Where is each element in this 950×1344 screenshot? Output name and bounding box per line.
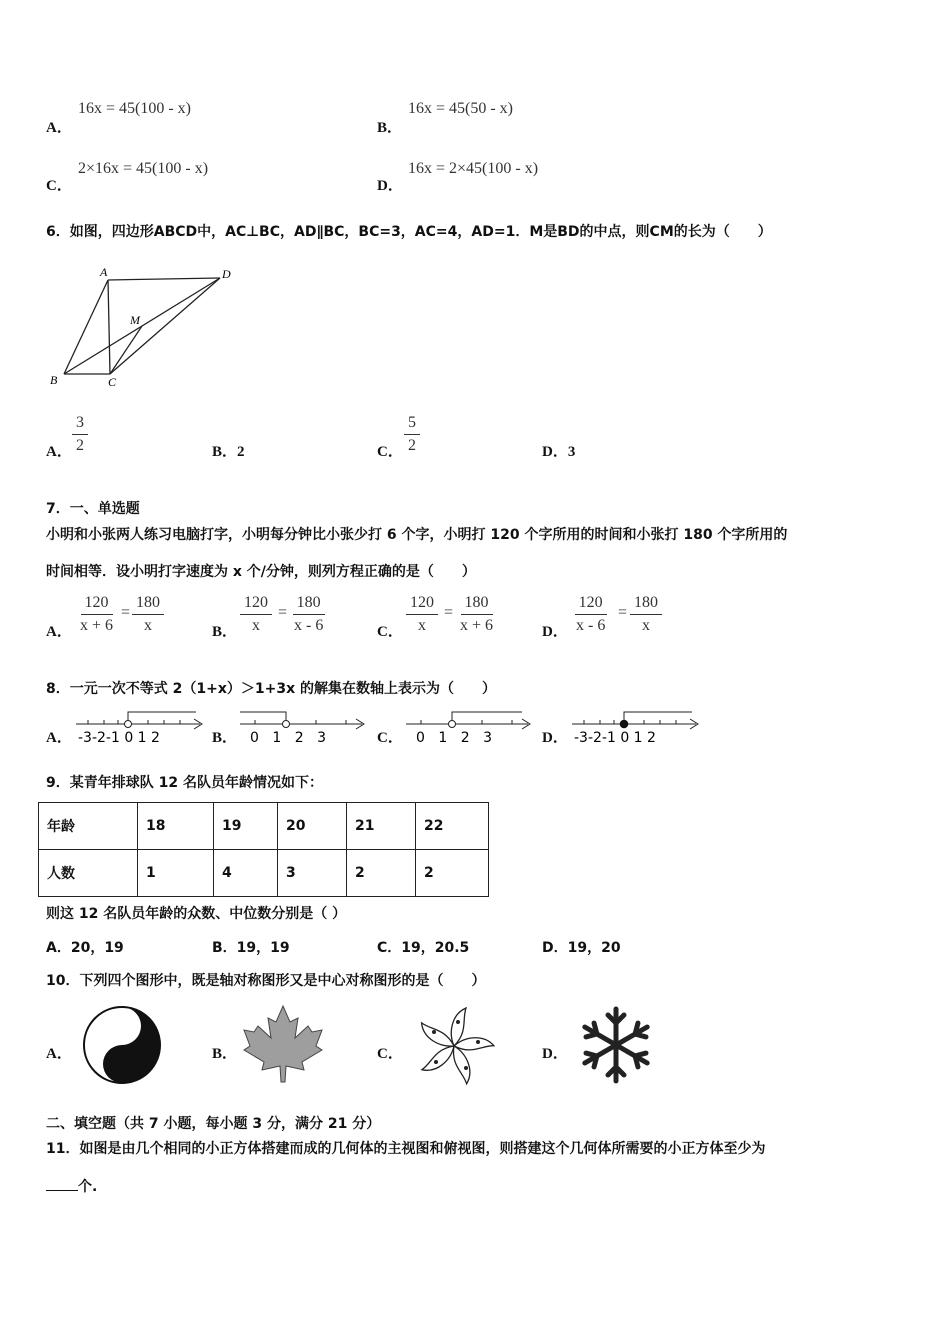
q5-option-b-equation: 16x = 45(50 - x) bbox=[408, 100, 514, 117]
q7-option-label: B． bbox=[212, 624, 238, 640]
q8-option-a-number-line bbox=[72, 708, 208, 748]
q8-option-a-label: A． bbox=[46, 730, 72, 746]
denominator: x bbox=[252, 617, 260, 634]
q10-question-text: 10．下列四个图形中，既是轴对称图形又是中心对称图形的是（ ） bbox=[46, 973, 486, 989]
numerator: 120 bbox=[406, 594, 438, 615]
q7-left-fraction bbox=[572, 594, 609, 635]
q11-answer-line bbox=[46, 1176, 97, 1196]
q11-text-line1: 11．如图是由几个相同的小正方体搭建而成的几何体的主视图和俯视图，则搭建这个几何体所需要的小正方体至少为 bbox=[46, 1141, 766, 1157]
q9-sub-question: 则这 12 名队员年龄的众数、中位数分别是（ ） bbox=[46, 906, 347, 922]
q6-option-c-fraction bbox=[404, 414, 420, 455]
section-2-title: 二、填空题（共 7 小题，每小题 3 分，满分 21 分） bbox=[46, 1116, 381, 1132]
table-cell: 3 bbox=[278, 850, 347, 897]
q6-option-c-label: C． bbox=[377, 444, 403, 460]
q10-option-b-label: B． bbox=[212, 1046, 238, 1062]
q8-option-c-number-line bbox=[404, 708, 534, 748]
q6-option-a-label: A． bbox=[46, 444, 72, 460]
yin-yang-icon bbox=[78, 1002, 168, 1088]
q7-text-line2: 时间相等．设小明打字速度为 x 个/分钟，则列方程正确的是（ ） bbox=[46, 564, 476, 580]
table-row-age bbox=[39, 803, 489, 850]
denominator: x - 6 bbox=[294, 617, 324, 634]
q7-text-line1: 小明和小张两人练习电脑打字，小明每分钟比小张少打 6 个字，小明打 120 个字所用的时间和小张打 180 个字所用的 bbox=[46, 527, 788, 543]
denominator: x bbox=[642, 617, 650, 634]
table-cell: 18 bbox=[138, 803, 214, 850]
equals-sign: = bbox=[121, 604, 131, 621]
q6-question-text: 6．如图，四边形ABCD中，AC⊥BC，AD∥BC，BC=3，AC=4，AD=1．M是BD的中点，则CM的长为（ ） bbox=[46, 224, 772, 240]
age-table bbox=[38, 802, 489, 897]
q9-option-a: A．20，19 bbox=[46, 940, 124, 956]
q10-option-d-label: D． bbox=[542, 1046, 568, 1062]
denominator: x + 6 bbox=[460, 617, 494, 634]
q9-option-b: B．19，19 bbox=[212, 940, 290, 956]
snowflake-icon bbox=[572, 1002, 660, 1088]
q6-a-numerator: 3 bbox=[72, 414, 88, 435]
table-cell: 2 bbox=[416, 850, 489, 897]
midpoint-m-label: M bbox=[130, 313, 140, 327]
q7-option-label: A． bbox=[46, 624, 72, 640]
q10-option-c-label: C． bbox=[377, 1046, 403, 1062]
q9-option-d: D．19，20 bbox=[542, 940, 621, 956]
vertex-b-label: B bbox=[50, 373, 58, 387]
answer-blank[interactable] bbox=[46, 1190, 78, 1191]
q5-option-d-equation: 16x = 2×45(100 - x) bbox=[408, 160, 539, 177]
equals-sign: = bbox=[618, 604, 628, 621]
table-cell: 21 bbox=[347, 803, 416, 850]
bauhinia-flower-icon bbox=[408, 1002, 500, 1088]
table-cell: 人数 bbox=[39, 850, 138, 897]
table-cell: 2 bbox=[347, 850, 416, 897]
q7-right-fraction bbox=[456, 594, 497, 635]
tick-labels: 0 1 2 3 bbox=[416, 730, 492, 746]
vertex-c-label: C bbox=[108, 375, 117, 389]
denominator: x bbox=[144, 617, 152, 634]
table-cell: 1 bbox=[138, 850, 214, 897]
q5-option-d-label: D． bbox=[377, 178, 403, 194]
q5-option-a-label: A． bbox=[46, 120, 72, 136]
q10-option-a-label: A． bbox=[46, 1046, 72, 1062]
table-cell: 20 bbox=[278, 803, 347, 850]
q9-option-c: C．19，20.5 bbox=[377, 940, 470, 956]
maple-leaf-icon bbox=[240, 1002, 326, 1088]
q6-c-denominator: 2 bbox=[408, 437, 416, 454]
table-row-count bbox=[39, 850, 489, 897]
q7-option-label: C． bbox=[377, 624, 403, 640]
numerator: 120 bbox=[240, 594, 272, 615]
numerator: 180 bbox=[132, 594, 164, 615]
q6-c-numerator: 5 bbox=[404, 414, 420, 435]
table-cell: 22 bbox=[416, 803, 489, 850]
table-cell: 年龄 bbox=[39, 803, 138, 850]
q6-a-denominator: 2 bbox=[76, 437, 84, 454]
q5-option-a-equation: 16x = 45(100 - x) bbox=[78, 100, 192, 117]
q6-option-d: D．3 bbox=[542, 444, 576, 460]
q8-option-b-number-line bbox=[238, 708, 368, 748]
q8-option-c-label: C． bbox=[377, 730, 403, 746]
denominator: x bbox=[418, 617, 426, 634]
q6-option-a-fraction bbox=[72, 414, 88, 455]
tick-labels: -3-2-1 0 1 2 bbox=[78, 730, 160, 746]
q7-left-fraction bbox=[76, 594, 117, 635]
q8-option-b-label: B． bbox=[212, 730, 238, 746]
numerator: 120 bbox=[81, 594, 113, 615]
denominator: x + 6 bbox=[80, 617, 114, 634]
equals-sign: = bbox=[444, 604, 454, 621]
q7-option-label: D． bbox=[542, 624, 568, 640]
q11-unit-text: 个. bbox=[78, 1179, 98, 1195]
q8-option-d-number-line bbox=[568, 708, 704, 748]
q8-question-text: 8．一元一次不等式 2（1+x）＞1+3x 的解集在数轴上表示为（ ） bbox=[46, 681, 496, 697]
q7-title: 7．一、单选题 bbox=[46, 501, 140, 517]
q7-right-fraction bbox=[290, 594, 327, 635]
numerator: 180 bbox=[630, 594, 662, 615]
numerator: 120 bbox=[575, 594, 607, 615]
vertex-a-label: A bbox=[100, 265, 108, 279]
q6-quadrilateral-figure bbox=[44, 262, 244, 392]
numerator: 180 bbox=[461, 594, 493, 615]
table-cell: 4 bbox=[214, 850, 278, 897]
q7-left-fraction bbox=[406, 594, 438, 635]
q9-question-text: 9．某青年排球队 12 名队员年龄情况如下： bbox=[46, 775, 323, 791]
tick-labels: -3-2-1 0 1 2 bbox=[574, 730, 656, 746]
q6-option-b: B．2 bbox=[212, 444, 245, 460]
q7-left-fraction bbox=[240, 594, 272, 635]
tick-labels: 0 1 2 3 bbox=[250, 730, 326, 746]
q5-option-c-equation: 2×16x = 45(100 - x) bbox=[78, 160, 209, 177]
equals-sign: = bbox=[278, 604, 288, 621]
q8-option-d-label: D． bbox=[542, 730, 568, 746]
numerator: 180 bbox=[293, 594, 325, 615]
table-cell: 19 bbox=[214, 803, 278, 850]
denominator: x - 6 bbox=[576, 617, 606, 634]
q7-right-fraction bbox=[630, 594, 662, 635]
q5-option-b-label: B． bbox=[377, 120, 403, 136]
q7-right-fraction bbox=[132, 594, 164, 635]
vertex-d-label: D bbox=[222, 267, 231, 281]
q5-option-c-label: C． bbox=[46, 178, 72, 194]
